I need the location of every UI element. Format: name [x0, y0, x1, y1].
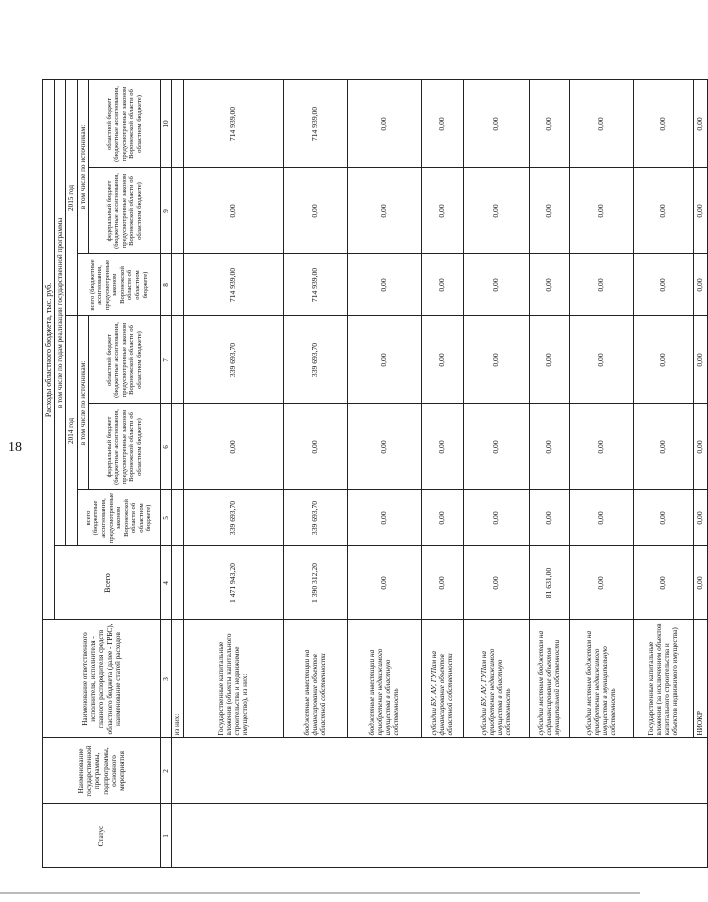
value-cell: 0,00 [421, 404, 463, 490]
value-cell: 0,00 [633, 254, 693, 316]
value-cell: 1 390 312,20 [283, 546, 347, 620]
value-cell: 0,00 [693, 254, 707, 316]
value-cell: 0,00 [529, 168, 569, 254]
rotated-table-wrapper [42, 26, 704, 874]
federal-2015-header: федеральный бюджет (бюджетные ассигнования, предусмотренные законом Воронежской области об областном бюджете) [89, 168, 161, 254]
value-cell: 0,00 [569, 546, 633, 620]
value-cell: 714 939,00 [183, 80, 283, 168]
value-cell: 0,00 [347, 80, 421, 168]
scan-edge [0, 892, 640, 894]
value-cell: 0,00 [421, 490, 463, 546]
value-cell: 0,00 [347, 404, 421, 490]
budget-table [42, 26, 708, 874]
year-2014-header: 2014 год [66, 316, 77, 546]
value-cell: 0,00 [569, 404, 633, 490]
regional-2015-header: областной бюджет (бюджетные ассигнования, предусмотренные законом Воронежской области об областном бюджете) [89, 80, 161, 168]
value-cell: 0,00 [347, 546, 421, 620]
value-cell: 0,00 [347, 168, 421, 254]
col-num: 8 [161, 254, 172, 316]
value-cell: 0,00 [463, 316, 529, 404]
value-cell: 0,00 [421, 316, 463, 404]
value-cell: 0,00 [693, 404, 707, 490]
value-cell: 0,00 [633, 404, 693, 490]
status-header: Статус [43, 804, 161, 868]
value-cell: 714 939,00 [183, 254, 283, 316]
value-cell: 0,00 [529, 316, 569, 404]
value-cell: 339 693,70 [283, 316, 347, 404]
row-label: Государственные капитальные вложения (за исключением объектов капитального строительства и объектов недвижимого имущества) [633, 620, 693, 738]
value-cell: 0,00 [693, 316, 707, 404]
sources-2015-header: в том числе по источникам: [77, 80, 88, 254]
value-cell: 0,00 [421, 168, 463, 254]
page-number: 18 [8, 440, 22, 455]
value-cell: 0,00 [463, 254, 529, 316]
value-cell: 0,00 [283, 168, 347, 254]
value-cell: 0,00 [569, 490, 633, 546]
row-label: субсидии БУ, АУ, ГУПам на приобретение недвижимого имущества в областную собственность [463, 620, 529, 738]
value-cell: 0,00 [633, 168, 693, 254]
expenses-title: Расходы областного бюджета, тыс. руб. [43, 80, 55, 620]
total-header: Всего [55, 546, 161, 620]
total-2015-header: всего (бюджетные ассигнования, предусмотренные законом Воронежской области об областном бюджете) [77, 254, 160, 316]
value-cell: 81 631,00 [529, 546, 569, 620]
value-cell: 0,00 [347, 490, 421, 546]
col-num: 4 [161, 546, 172, 620]
responsible-header: Наименование ответственного исполнителя, исполнителя - главного распорядителя средств областного бюджета (далее - ГРБС), наименование статей расходов [43, 620, 161, 738]
value-cell: 0,00 [283, 404, 347, 490]
sources-2014-header: в том числе по источникам: [77, 316, 88, 490]
total-2014-header: всего (бюджетные ассигнования, предусмотренные законом Воронежской области об областном бюджете) [77, 490, 160, 546]
row-label: Государственные капитальные вложения (объекты капитального строительства и недвижимое имущество), из них: [183, 620, 283, 738]
value-cell: 714 939,00 [283, 80, 347, 168]
value-cell: 0,00 [529, 254, 569, 316]
col-num: 2 [161, 738, 172, 804]
row-label: субсидии БУ, АУ, ГУПам на финансирование объектов областной собственности [421, 620, 463, 738]
value-cell: 0,00 [463, 168, 529, 254]
value-cell: 0,00 [633, 316, 693, 404]
value-cell: 0,00 [421, 254, 463, 316]
value-cell: 0,00 [693, 168, 707, 254]
value-cell: 0,00 [569, 316, 633, 404]
value-cell: 0,00 [693, 546, 707, 620]
value-cell: 0,00 [347, 254, 421, 316]
column-number-row [161, 26, 172, 874]
by-years-header: в том числе по годам реализации государственной программы [55, 80, 66, 546]
row-label: бюджетные инвестиции на финансирование объектов областной собственности [283, 620, 347, 738]
value-cell: 0,00 [633, 80, 693, 168]
value-cell: 0,00 [693, 80, 707, 168]
col-num: 10 [161, 80, 172, 168]
table-row [172, 26, 183, 874]
col-num: 7 [161, 316, 172, 404]
col-num: 3 [161, 620, 172, 738]
federal-2014-header: федеральный бюджет (бюджетные ассигнования, предусмотренные законом Воронежской области об областном бюджете) [89, 404, 161, 490]
value-cell: 0,00 [633, 546, 693, 620]
value-cell: 339 693,70 [183, 316, 283, 404]
value-cell: 0,00 [463, 490, 529, 546]
year-2015-header: 2015 год [66, 80, 77, 316]
value-cell: 0,00 [183, 168, 283, 254]
value-cell: 339 693,70 [283, 490, 347, 546]
value-cell: 0,00 [463, 546, 529, 620]
value-cell: 0,00 [693, 490, 707, 546]
value-cell: 0,00 [421, 80, 463, 168]
value-cell: 0,00 [421, 546, 463, 620]
row-label: бюджетные инвестиции на приобретение недвижимого имущества в областную собственность [347, 620, 421, 738]
value-cell: 0,00 [529, 490, 569, 546]
col-num: 5 [161, 490, 172, 546]
col-num: 9 [161, 168, 172, 254]
value-cell: 0,00 [633, 490, 693, 546]
row-label: из них: [172, 620, 183, 738]
value-cell: 714 939,00 [283, 254, 347, 316]
value-cell: 0,00 [569, 168, 633, 254]
value-cell: 0,00 [569, 80, 633, 168]
value-cell: 0,00 [463, 404, 529, 490]
program-header: Наименование государственной программы, подпрограммы, основного мероприятия [43, 738, 161, 804]
row-label: субсидии местным бюджетам на софинансирование объектов муниципальной собственности [529, 620, 569, 738]
col-num: 6 [161, 404, 172, 490]
value-cell: 0,00 [569, 254, 633, 316]
value-cell: 0,00 [529, 404, 569, 490]
value-cell: 1 471 943,20 [183, 546, 283, 620]
value-cell: 0,00 [183, 404, 283, 490]
value-cell: 339 693,70 [183, 490, 283, 546]
value-cell: 0,00 [347, 316, 421, 404]
value-cell: 0,00 [463, 80, 529, 168]
row-label: НИОКР [693, 620, 707, 738]
col-num: 1 [161, 804, 172, 868]
value-cell: 0,00 [529, 80, 569, 168]
regional-2014-header: областной бюджет (бюджетные ассигнования, предусмотренные законом Воронежской области об областном бюджете) [89, 316, 161, 404]
row-label: субсидии местным бюджетам на приобретение недвижимого имущества в муниципальную собственность [569, 620, 633, 738]
